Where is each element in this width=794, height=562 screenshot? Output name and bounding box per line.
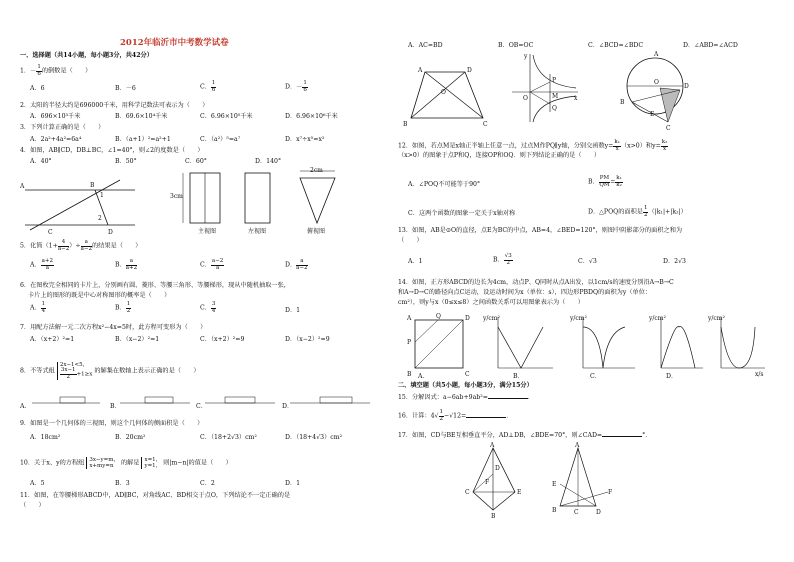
question-6: 6．在图枚完全相同的卡片上，分别画有圆、菱形、等腰三角形、等腰梯形，现从中随机抽取一张， [20, 282, 290, 289]
fig14-a-axis-y: y/cm² [483, 315, 500, 322]
fig14-label-p: P [407, 339, 412, 346]
q7-option-b[interactable]: B．（x−2）²=1 [115, 336, 160, 343]
q4-option-d[interactable]: D．140° [255, 158, 282, 165]
fig4-label-c: C [48, 229, 53, 236]
figure-q14 [403, 312, 768, 380]
question-5: 5．化简（1+ $\frac{4}{a-2}$ ）÷ $\frac{a}{a-2}$ 的结果是（ ） [20, 239, 142, 252]
fig9-caption-side: 左视图 [248, 228, 267, 235]
question-15: 15．分解因式：a−6ab+9ab²= ． [398, 394, 535, 401]
fig12-label-q: Q [552, 105, 557, 112]
figure-q13-circle [620, 52, 700, 132]
q8-number-line-d [290, 397, 370, 403]
q5-option-d[interactable]: D． $\frac{a}{a-2}$ [285, 258, 308, 271]
q10-option-b[interactable]: B．3 [115, 480, 130, 487]
fig4-label-a: A [20, 183, 25, 190]
fig17-label-d: D [495, 465, 500, 472]
question-17: 17．如图，CD与BE互相垂直平分，AD⊥DB，∠BDE=70°，则∠CAD= °． [398, 432, 652, 439]
q9-option-a[interactable]: A．18cm² [30, 434, 61, 441]
question-2: 2．太阳的半径大约是696000千米，用科学记数法可表示为（ ） [20, 102, 209, 109]
fig4-label-2: 2 [98, 215, 102, 222]
fig11-label-o: O [441, 89, 446, 96]
fig13-label-a: A [654, 51, 659, 58]
fig18-label-a: A [575, 442, 580, 449]
fig12-label-x: x [574, 95, 578, 102]
q1-option-d[interactable]: D．－ $\frac{1}{6}$ [285, 80, 307, 93]
q8-option-a[interactable]: A． [20, 403, 31, 410]
q8-option-d[interactable]: D． [282, 403, 294, 410]
question-1: 1．－ $\frac{1}{6}$ 的倒数是（ ） [20, 64, 92, 77]
q2-option-b[interactable]: B．69.6×10⁴千米 [115, 113, 168, 120]
q8-number-line-b [120, 397, 190, 403]
fig4-label-d: D [108, 229, 113, 236]
fig14-square [406, 313, 470, 378]
q8-option-b[interactable]: B． [110, 403, 121, 410]
q14-option-b[interactable]: B． [513, 373, 524, 380]
q6-option-d[interactable]: D．1 [285, 307, 301, 314]
fig17-label-c: C [465, 489, 470, 496]
fig14-graph-d [707, 315, 765, 378]
q7-option-d[interactable]: D．（x−2）²=9 [285, 336, 330, 343]
figure-q9-three-views [170, 168, 380, 238]
fig12-label-p: P [552, 77, 557, 84]
fig4-label-b: B [90, 182, 95, 189]
q7-option-c[interactable]: C．（x+2）²=9 [200, 336, 245, 343]
question-13: 13．如图，AB是⊙O的直径，点E为BC的中点，AB=4，∠BED=120°，则图中阴影部分的面积之和为 [398, 227, 683, 234]
q10-option-c[interactable]: C．2 [200, 480, 215, 487]
q2-option-d[interactable]: D．6.96×10⁶千米 [285, 113, 338, 120]
figure-q12-hyperbola [510, 52, 580, 124]
fig13-label-o: O [654, 79, 659, 86]
q3-option-c[interactable]: C．（a²）⁵=a⁷ [200, 136, 241, 143]
q14-option-a[interactable]: A． [418, 373, 429, 380]
question-8: 8．不等式组 2x−1<5， $\frac{3x-1}{2}$ +1≥x 的解集在数轴上表示正确的是（ ） [20, 362, 200, 380]
q12-option-a[interactable]: A．∠POQ不可能等于90° [408, 181, 481, 188]
fig13-label-d: D [684, 83, 689, 90]
q11-option-d[interactable]: D．∠ABD=∠ACD [683, 42, 738, 49]
fig14-d-axis-x: x/s [755, 371, 764, 378]
fig9-width-label: 2cm [310, 167, 323, 174]
q12-option-d[interactable]: D．△POQ的面积是 $\frac{1}{2}$ （|k₁|+|k₂|） [588, 205, 687, 218]
fig9-caption-top: 俯视图 [307, 228, 326, 235]
q15-answer-blank[interactable] [488, 398, 528, 399]
fig13-label-e: E [650, 111, 655, 118]
figure-q4-parallel-lines [20, 170, 140, 235]
q14-option-c[interactable]: C． [590, 373, 601, 380]
q5-option-a[interactable]: A． $\frac{a+2}{a}$ [30, 258, 54, 271]
fig18-label-d: D [596, 509, 601, 516]
q6-option-a[interactable]: A． $\frac{1}{4}$ [30, 301, 46, 314]
question-14-line2: 和A→D→C的路径向点C运动，设运动时间为x（单位：s），四边形PBDQ的面积为y（单位： [398, 289, 652, 296]
q2-option-a[interactable]: A．696×10³千米 [30, 113, 81, 120]
question-13-line2: （ ） [398, 237, 423, 244]
page-title: 2012年临沂市中考数学试卷 [120, 38, 229, 48]
fig9-caption-front: 主视图 [198, 228, 217, 235]
q6-option-b[interactable]: B． $\frac{1}{2}$ [115, 301, 131, 314]
q4-option-a[interactable]: A．40° [30, 158, 52, 165]
fig14-label-q: Q [436, 313, 441, 320]
fig9-height-label: 3cm [170, 193, 183, 200]
q8-number-line-a [32, 397, 100, 403]
fig14-label-a: A [407, 315, 412, 322]
q10-option-d[interactable]: D．1 [285, 480, 301, 487]
question-14-line3: cm²），则y与x（0≤x≤8）之间函数关系可以用图象表示为（ ） [398, 299, 584, 306]
section-2-heading: 二、填空题（共5小题，每小题3分，满分15分） [398, 382, 533, 389]
fig11-label-d: D [467, 67, 472, 74]
question-9: 9．如图是一个几何体的三视图，则这个几何体的侧面积是（ ） [20, 420, 204, 427]
q1-option-a[interactable]: A．6 [30, 85, 45, 92]
fig12-label-y: y [524, 53, 528, 60]
question-7: 7．用配方法解一元二次方程x²−4x=5时，此方程可变形为（ ） [20, 324, 207, 331]
fig12-label-o: O [523, 95, 528, 102]
q5-option-b[interactable]: B． $\frac{a}{a+2}$ [115, 258, 138, 271]
question-12-line2: （x>0）的图象于点P和Q，连接OP和OQ．则下列结论正确的是（ ） [398, 152, 601, 159]
fig18-label-c: C [574, 509, 579, 516]
fig13-label-b: B [620, 99, 625, 106]
fig14-graph-c [648, 315, 703, 368]
figure-q18 [548, 444, 618, 514]
fig14-graph-a [482, 315, 553, 368]
q16-answer-blank[interactable] [466, 417, 506, 418]
q9-option-b[interactable]: B．20cm² [115, 434, 146, 441]
q12-option-b[interactable]: B． $\frac{PM}{QM}$ = $\frac{\text{k₁}}{\text{k₂}}$ [588, 175, 622, 188]
question-10: 10．关于x、y的方程组 3x−y=m， x+my=n 的解是 x=1， y=1， 则|m−n|的值是（ ） [20, 457, 232, 470]
fig14-graph-b [569, 315, 635, 368]
question-4: 4．如图，AB∥CD，DB⊥BC，∠1=40°，则∠2的度数是（ ） [20, 147, 204, 154]
q4-option-c[interactable]: C．60° [185, 158, 207, 165]
fraction: $\frac{1}{6}$ [37, 64, 41, 77]
q3-option-d[interactable]: D．x⁷÷x⁵=x² [285, 136, 325, 143]
question-14: 14．如图，正方形ABCD的边长为4cm，动点P、Q同时从点A出发，以1cm/s的速度分别沿A→B→C [398, 279, 674, 286]
q13-option-a[interactable]: A．1 [408, 258, 423, 265]
q11-option-b[interactable]: B．OB=OC [498, 42, 534, 49]
q13-option-d[interactable]: D．2√3 [663, 258, 686, 265]
fig14-b-axis-y: y/cm² [570, 315, 587, 322]
q10-option-a[interactable]: A．5 [30, 480, 45, 487]
q3-option-b[interactable]: B．（a+1）²=a²+1 [115, 136, 171, 143]
q9-option-d[interactable]: D．（18+4√3）cm² [285, 434, 343, 441]
q12-option-c[interactable]: C．这两个函数的图象一定关于x轴对称 [408, 210, 516, 217]
fig14-c-axis-y: y/cm² [649, 315, 666, 322]
question-3: 3．下列计算正确的是（ ） [20, 124, 105, 131]
fig11-label-c: C [483, 121, 488, 128]
fig17-label-e: E [517, 489, 522, 496]
question-11-line2: （ ） [20, 502, 45, 509]
fig18-label-b: B [552, 507, 557, 514]
figure-q11-trapezoid [403, 60, 498, 130]
q2-option-c[interactable]: C．6.96×10⁵千米 [200, 113, 253, 120]
fig17-label-f: F [485, 479, 490, 486]
fig11-label-a: A [418, 67, 423, 74]
q13-option-c[interactable]: C．√3 [578, 258, 597, 265]
fig14-label-b: B [407, 371, 412, 378]
q1-option-b[interactable]: B．－6 [115, 85, 136, 92]
fig13-label-c: C [666, 125, 671, 132]
fig18-label-e: E [552, 481, 557, 488]
section-1-heading: 一、选择题（共14小题，每小题3分，共42分） [20, 52, 153, 59]
fig17-label-a: A [490, 442, 495, 449]
q17-answer-blank[interactable] [602, 436, 642, 437]
fig14-label-c: C [465, 371, 470, 378]
q1-option-c[interactable]: C． $\frac{1}{6}$ [200, 80, 216, 93]
q5-option-c[interactable]: C． $\frac{a-2}{a}$ [200, 258, 224, 271]
fig11-label-b: B [403, 121, 408, 128]
question-11: 11．如图，在等腰梯形ABCD中，AD∥BC，对角线AC、BD相交于点O，下列结论不一定正确的是 [20, 492, 291, 499]
q9-option-c[interactable]: C．（18+2√3）cm² [200, 434, 257, 441]
question-12: 12．如图，若点M是x轴正半轴上任意一点，过点M作PQ∥y轴，分别交函数y= $\frac{\text{k₁}}{x}$ （x>0）和y= $\frac{\text{k₂}}{x}$ [398, 139, 668, 152]
q4-option-b[interactable]: B．50° [115, 158, 137, 165]
question-6-line2: 卡片上的图形的既是中心对称图形的概率是（ ） [28, 292, 171, 299]
q14-option-d[interactable]: D． [666, 373, 678, 380]
fig17-label-b: B [491, 513, 496, 520]
fig14-d-axis-y: y/cm² [708, 315, 725, 322]
fig14-label-d: D [465, 315, 470, 322]
q6-option-c[interactable]: C． $\frac{3}{4}$ [200, 301, 216, 314]
q8-number-line-c [205, 397, 275, 403]
fig12-label-m: M [552, 93, 559, 100]
fig18-label-f: F [608, 489, 613, 496]
q8-option-c[interactable]: C． [196, 403, 207, 410]
q7-option-a[interactable]: A．（x+2）²=1 [30, 336, 75, 343]
question-16: 16．计算：4√ $\frac{1}{2}$ −√12= ． [398, 409, 513, 422]
q13-option-b[interactable]: B． $\frac{√3}{2}$ [493, 253, 512, 266]
fig4-label-1: 1 [100, 192, 104, 199]
q11-option-c[interactable]: C．∠BCD=∠BDC [588, 42, 644, 49]
q11-option-a[interactable]: A．AC=BD [408, 42, 443, 49]
figure-q17 [463, 442, 533, 520]
q3-option-a[interactable]: A．2a²+4a²=6a⁴ [30, 136, 82, 143]
